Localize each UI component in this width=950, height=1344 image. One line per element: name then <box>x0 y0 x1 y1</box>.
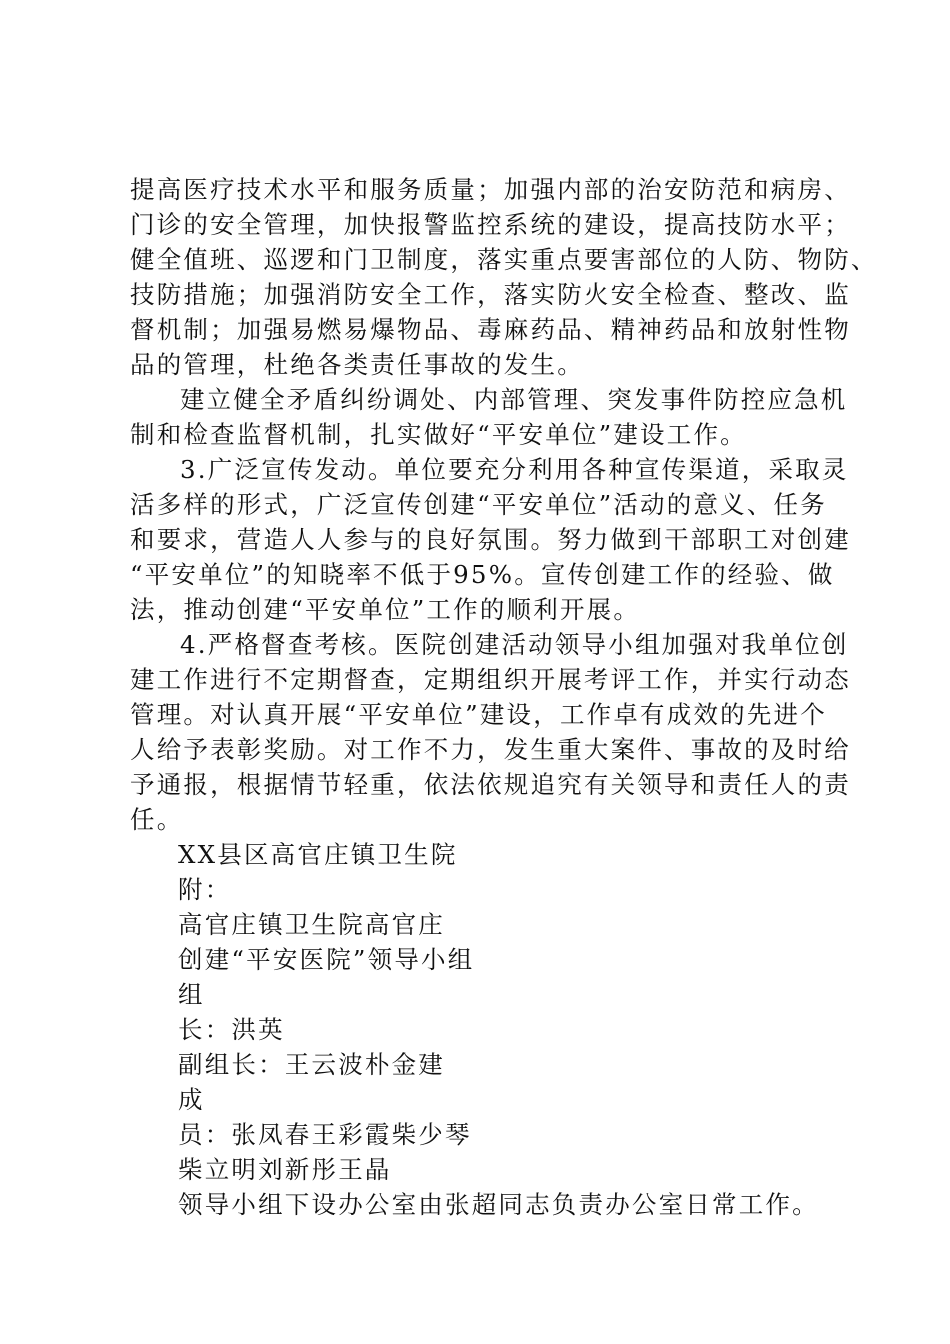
body-line-9: 3.广泛宣传发动。单位要充分利用各种宣传渠道，采取灵 <box>180 455 849 484</box>
appendix-line-8: 柴立明刘新彤王晶 <box>178 1155 392 1184</box>
body-line-15: 建工作进行不定期督查，定期组织开展考评工作，并实行动态 <box>130 665 851 694</box>
body-line-14: 4.严格督查考核。医院创建活动领导小组加强对我单位创 <box>180 630 849 659</box>
appendix-line-7: 员：张凤春王彩霞柴少琴 <box>178 1120 472 1149</box>
body-line-18: 予通报，根据情节轻重，依法依规追究有关领导和责任人的责 <box>130 770 851 799</box>
appendix-line-2: 创建“平安医院”领导小组 <box>178 945 475 974</box>
body-line-17: 人给予表彰奖励。对工作不力，发生重大案件、事故的及时给 <box>130 735 851 764</box>
appendix-line-6: 成 <box>178 1085 205 1114</box>
body-line-7: 建立健全矛盾纠纷调处、内部管理、突发事件防控应急机 <box>180 385 848 414</box>
body-line-13: 法，推动创建“平安单位”工作的顺利开展。 <box>130 595 641 624</box>
body-line-5: 督机制；加强易燃易爆物品、毒麻药品、精神药品和放射性物 <box>130 315 851 344</box>
body-line-1: 提高医疗技术水平和服务质量；加强内部的治安防范和病房、 <box>130 175 851 204</box>
appendix-line-4: 长：洪英 <box>178 1015 285 1044</box>
appendix-line-3: 组 <box>178 980 205 1009</box>
body-line-6: 品的管理，杜绝各类责任事故的发生。 <box>130 350 584 379</box>
body-line-10: 活多样的形式，广泛宣传创建“平安单位”活动的意义、任务 <box>130 490 827 519</box>
signature-org: XX县区高官庄镇卫生院 <box>178 840 458 869</box>
body-line-3: 健全值班、巡逻和门卫制度，落实重点要害部位的人防、物防、 <box>130 245 878 274</box>
body-line-16: 管理。对认真开展“平安单位”建设，工作卓有成效的先进个 <box>130 700 827 729</box>
body-line-19: 任。 <box>130 805 184 834</box>
body-line-11: 和要求，营造人人参与的良好氛围。努力做到干部职工对创建 <box>130 525 851 554</box>
body-line-2: 门诊的安全管理，加快报警监控系统的建设，提高技防水平； <box>130 210 851 239</box>
appendix-line-5: 副组长：王云波朴金建 <box>178 1050 445 1079</box>
body-line-4: 技防措施；加强消防安全工作，落实防火安全检查、整改、监 <box>130 280 851 309</box>
body-line-12: “平安单位”的知晓率不低于95%。宣传创建工作的经验、做 <box>130 560 835 589</box>
document-body <box>130 172 878 1222</box>
appendix-label: 附： <box>178 875 232 904</box>
appendix-line-9: 领导小组下设办公室由张超同志负责办公室日常工作。 <box>178 1190 819 1219</box>
appendix-line-1: 高官庄镇卫生院高官庄 <box>178 910 445 939</box>
body-line-8: 制和检查监督机制，扎实做好“平安单位”建设工作。 <box>130 420 747 449</box>
